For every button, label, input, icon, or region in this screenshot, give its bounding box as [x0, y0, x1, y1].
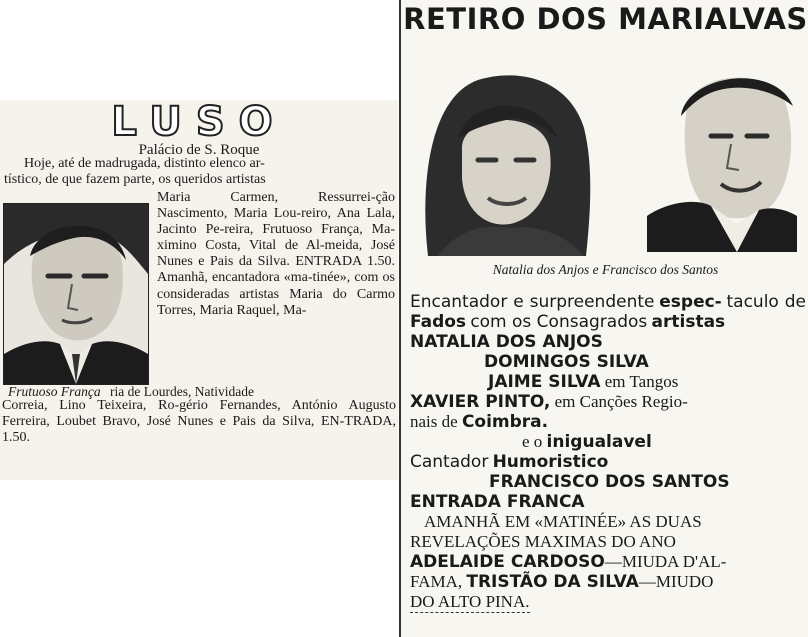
adelaide-line — [410, 552, 806, 572]
artist-xavier-line — [410, 392, 806, 412]
intro-text-a: Encantador e surpreendente — [410, 292, 655, 312]
fama-text: FAMA, — [410, 572, 463, 591]
entrada-franca: ENTRADA FRANCA — [410, 492, 585, 512]
artist-xavier: XAVIER PINTO, — [410, 392, 551, 412]
and-the-text: e o — [522, 432, 543, 451]
luso-title: LUSO — [111, 100, 287, 145]
caption-name: Frutuoso França — [8, 384, 101, 399]
luso-lead-line-1: Hoje, até de madrugada, distinto elenco ar- — [24, 156, 265, 171]
luso-lead-line-2: tístico, de que fazem parte, os queridos artistas — [4, 172, 266, 188]
luso-advertisement — [0, 100, 398, 480]
artist-jaime: JAIME SILVA — [488, 372, 601, 392]
intro-text-b: espec- — [659, 292, 722, 312]
luso-bottom-text: Correia, Lino Teixeira, Ro-gério Fernandes, António Augusto Ferreira, Loubet Bravo, José Nunes e Pais da Silva, EN-TRADA, 1.50. — [2, 398, 396, 446]
xavier-genre-cont: nais de — [410, 412, 458, 431]
portrait-woman-icon — [418, 68, 594, 256]
artist-jaime-line — [410, 372, 806, 392]
luso-subtitle: Palácio de S. Roque — [138, 142, 260, 158]
luso-artists-text: Maria Carmen, Ressurrei-ção Nascimento, Maria Lou-reiro, Ana Lala, Jacinto Pe-reira, Frutuoso França, Ma-ximino Costa, Vital de Al-meida, José Nunes e Pais da Silva. ENTRADA 1.50. Amanhã, encantadora «ma-tinée», com os consideradas artistas Maria do Carmo Torres, Maria Raquel, Ma- — [157, 190, 395, 318]
natalia-dos-anjos-portrait — [418, 68, 594, 256]
retiro-intro — [410, 292, 806, 332]
retiro-photo-caption: Natalia dos Anjos e Francisco dos Santos — [492, 262, 719, 277]
artist-natalia: NATALIA DOS ANJOS — [410, 332, 603, 352]
amanha-line: AMANHÃ EM «MATINÉE» AS DUAS — [424, 512, 702, 531]
inigualavel-text: inigualavel — [546, 432, 652, 452]
artist-francisco: FRANCISCO DOS SANTOS — [489, 472, 730, 492]
artist-domingos: DOMINGOS SILVA — [484, 352, 649, 372]
artist-xavier-genre: em Canções Regio- — [554, 392, 688, 411]
humoristico-text: Humoristico — [492, 452, 609, 472]
retiro-title: RETIRO DOS MARIALVAS — [403, 2, 808, 36]
revelacoes-line: REVELAÇÕES MAXIMAS DO ANO — [410, 532, 676, 551]
tristao-name: TRISTÃO DA SILVA — [466, 572, 639, 592]
artist-xavier-line-2 — [410, 412, 806, 432]
cantador-line — [410, 452, 806, 472]
intro-text-f: artistas — [651, 312, 726, 332]
luso-lead-text — [4, 156, 396, 188]
adelaide-rest: —MIUDA D'AL- — [604, 552, 727, 571]
intro-text-c: taculo de — [726, 292, 806, 312]
tristao-rest: —MIUDO — [638, 572, 714, 591]
portrait-man-icon — [4, 204, 148, 384]
tristao-line — [410, 572, 806, 592]
adelaide-name: ADELAIDE CARDOSO — [410, 552, 605, 572]
alto-pina-line: DO ALTO PINA. — [410, 592, 530, 611]
intro-text-d: Fados — [410, 312, 467, 332]
cantador-text: Cantador — [410, 452, 489, 472]
caption-continuation: ria de Lourdes, Natividade — [110, 384, 254, 399]
retiro-advertisement — [399, 0, 808, 637]
artist-jaime-genre: em Tangos — [604, 372, 679, 391]
frutuoso-franca-portrait — [3, 203, 149, 385]
xavier-place: Coimbra. — [461, 412, 549, 432]
intro-text-e: com os Consagrados — [470, 312, 648, 332]
and-the-line — [410, 432, 806, 452]
francisco-dos-santos-portrait — [647, 66, 797, 252]
retiro-body — [410, 292, 806, 613]
portrait-man-icon — [647, 66, 797, 252]
